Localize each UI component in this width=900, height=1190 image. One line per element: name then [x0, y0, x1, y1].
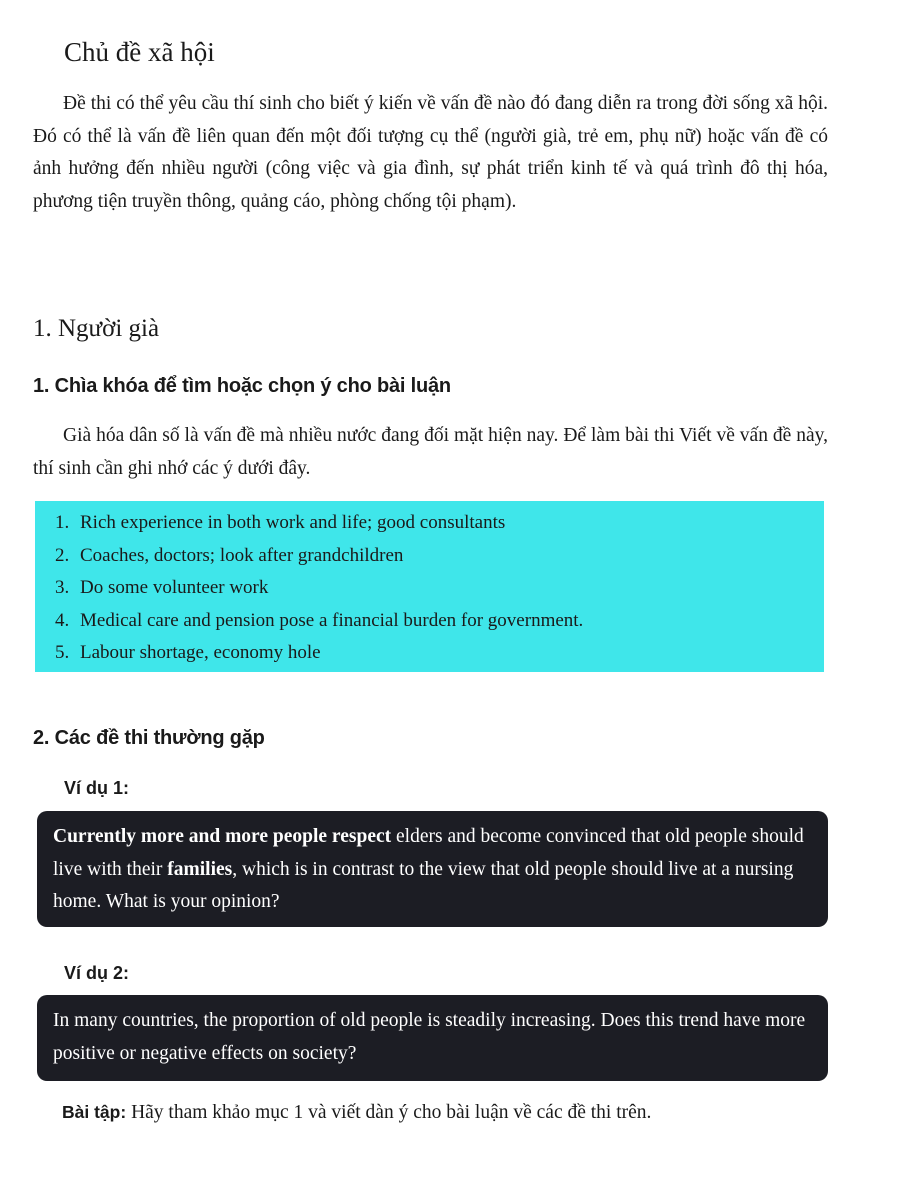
list-item-text: Do some volunteer work	[80, 577, 269, 598]
list-item	[55, 605, 824, 638]
example-2-prompt: In many countries, the proportion of old people is steadily increasing. Does this trend have more positive or negative effects on society?	[53, 1010, 806, 1064]
list-item	[55, 637, 824, 670]
list-item	[55, 572, 824, 605]
chapter-title: Chủ đề xã hội	[64, 37, 215, 67]
list-item-text: Medical care and pension pose a financial burden for government.	[80, 609, 584, 631]
intro-paragraph: Đề thi có thể yêu cầu thí sinh cho biết ý kiến về vấn đề nào đó đang diễn ra trong đời sống xã hội. Đó có thể là vấn đề liên quan đến một đối tượng cụ thể (người già, trẻ em, phụ nữ) hoặc vấn đề có ảnh hưởng đến nhiều người (công việc và gia đình, sự phát triển kinh tế và quá trình đô thị hóa, phương tiện truyền thông, quảng cáo, phòng chống tội phạm).	[33, 93, 828, 212]
example-1-bold-segment: families	[167, 858, 233, 880]
exercise-label: Bài tập:	[62, 1102, 127, 1122]
example-2-prompt-box	[37, 995, 828, 1081]
list-item-number: 1.	[55, 512, 70, 533]
subsection-title-common-prompts: 2. Các đề thi thường gặp	[33, 727, 265, 749]
list-item-text: Rich experience in both work and life; good consultants	[80, 512, 506, 533]
list-item	[55, 540, 824, 573]
example-1-label: Ví dụ 1:	[64, 778, 130, 798]
list-item	[55, 507, 824, 540]
section-title: 1. Người già	[33, 315, 160, 342]
example-1-text-segment: , which is in contrast to the view that old people should live at a nursing home. What is your opinion?	[53, 858, 794, 912]
example-1-text-segment: elders and become convinced that old people should live with their	[53, 826, 804, 880]
example-1-bold-segment: Currently more and more people respect	[53, 826, 392, 847]
key-points-list	[35, 501, 824, 670]
exercise-instruction	[62, 1096, 651, 1129]
list-item-number: 2.	[55, 544, 70, 566]
list-item-number: 5.	[55, 642, 70, 663]
list-item-number: 4.	[55, 609, 70, 631]
subsection-title-key-ideas: 1. Chìa khóa để tìm hoặc chọn ý cho bài luận	[33, 375, 451, 397]
list-item-text: Labour shortage, economy hole	[80, 642, 321, 663]
key-ideas-paragraph: Già hóa dân số là vấn đề mà nhiều nước đang đối mặt hiện nay. Để làm bài thi Viết về vấn đề này, thí sinh cần ghi nhớ các ý dưới đây.	[33, 425, 828, 479]
list-item-number: 3.	[55, 577, 70, 598]
exercise-text: Hãy tham khảo mục 1 và viết dàn ý cho bài luận về các đề thi trên.	[126, 1102, 652, 1123]
list-item-text: Coaches, doctors; look after grandchildren	[80, 544, 404, 566]
key-points-box	[35, 501, 824, 672]
example-1-prompt	[53, 821, 812, 919]
example-1-prompt-box	[37, 811, 828, 927]
example-2-label: Ví dụ 2:	[64, 963, 130, 983]
